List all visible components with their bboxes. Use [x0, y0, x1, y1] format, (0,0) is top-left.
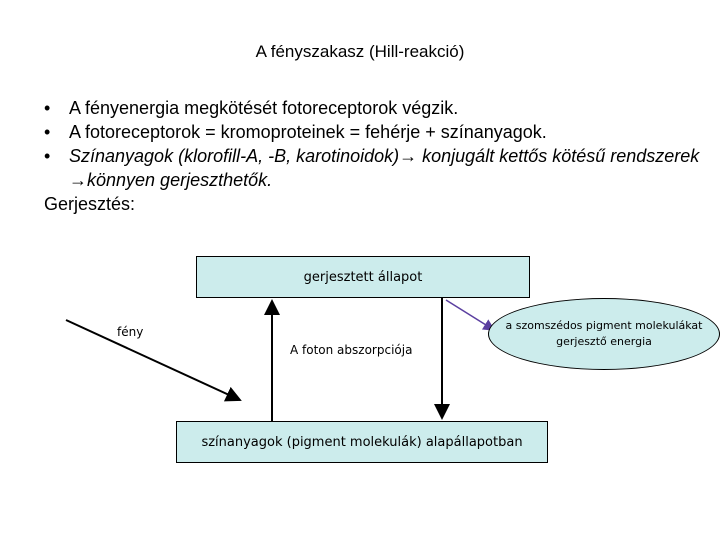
light-label: fény: [117, 325, 144, 339]
bullet-dot: •: [44, 146, 51, 166]
absorption-label: A foton abszorpciója: [290, 343, 413, 357]
gerjesztes-label: Gerjesztés:: [44, 194, 136, 214]
excited-state-box: gerjesztett állapot: [196, 256, 530, 298]
bullet-text: A fényenergia megkötését fotoreceptorok végzik.: [69, 98, 459, 118]
ground-state-box: színanyagok (pigment molekulák) alapállapotban: [176, 421, 548, 463]
bullet-dot: •: [44, 98, 51, 118]
light-arrow: [66, 320, 240, 400]
bullet-text: A fotoreceptorok = kromoproteinek = fehérje + színanyagok.: [69, 122, 547, 142]
neighbor-arrow: [446, 300, 494, 330]
page-title: A fényszakasz (Hill-reakció): [255, 42, 465, 61]
bullet-text: Színanyagok (klorofill-A, -B, karotinoidok)→ konjugált kettős kötésű rendszerek →könnyen gerjeszthetők.: [69, 146, 700, 190]
neighbor-energy-ellipse: a szomszédos pigment molekulákat gerjesztő energia: [488, 298, 720, 370]
bullet-dot: •: [44, 122, 51, 142]
